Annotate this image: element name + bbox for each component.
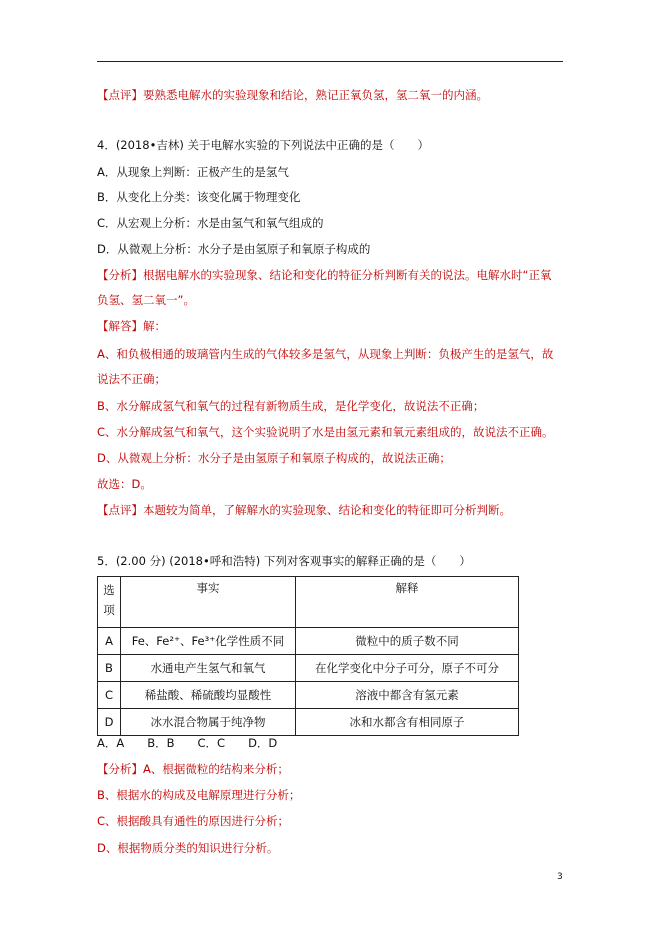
row-explain: 冰和水都含有相同原子 <box>296 709 519 736</box>
row-option: C <box>98 682 121 709</box>
q4-analysis-line2: 负氢、氢二氧一”。 <box>97 293 195 307</box>
q4-stem: 4．(2018•吉林) 关于电解水实验的下列说法中正确的是（ ） <box>97 138 429 152</box>
q4-option-c: C．从宏观上分析：水是由氢气和氧气组成的 <box>97 216 324 230</box>
row-option: D <box>98 709 121 736</box>
header-explain: 解释 <box>296 577 519 628</box>
q4-option-b: B．从变化上分类：该变化属于物理变化 <box>97 190 301 204</box>
q5-table <box>97 576 519 736</box>
q5-analysis-line: D、根据物质分类的知识进行分析。 <box>97 841 279 855</box>
q4-solution-line: D、从微观上分析：水分子是由氢原子和氧原子构成的，故说法正确； <box>97 451 451 465</box>
row-explain: 溶液中都含有氢元素 <box>296 682 519 709</box>
q5-analysis-line: B、根据水的构成及电解原理进行分析； <box>97 788 301 802</box>
header-option <box>98 577 121 628</box>
prev-comment: 【点评】要熟悉电解水的实验现象和结论，熟记正氧负氢，氢二氧一的内涵。 <box>97 88 488 102</box>
header-option-line1: 选 <box>103 583 115 597</box>
row-explain: 在化学变化中分子可分，原子不可分 <box>296 655 519 682</box>
q4-option-d: D．从微观上分析：水分子是由氢原子和氧原子构成的 <box>97 242 371 256</box>
q5-analysis-line: 【分析】A、根据微粒的结构来分析； <box>97 762 289 776</box>
q5-choices: A．A B．B C．C D．D <box>97 736 278 750</box>
q5-stem: 5．(2.00 分) (2018•呼和浩特) 下列对客观事实的解释正确的是（ ） <box>97 554 471 568</box>
q4-solution-line: B、水分解成氢气和氧气的过程有新物质生成，是化学变化，故说法不正确； <box>97 399 485 413</box>
q4-solution-line: 说法不正确； <box>97 372 166 386</box>
q4-solution-line: C、水分解成氢气和氧气，这个实验说明了水是由氢元素和氧元素组成的，故说法不正确。 <box>97 425 554 439</box>
table-row <box>98 682 519 709</box>
header-rule <box>97 61 563 62</box>
row-option: A <box>98 628 121 655</box>
row-fact: 冰水混合物属于纯净物 <box>121 709 296 736</box>
header-option-line2: 项 <box>103 603 115 617</box>
q4-final-choice: 故选：D。 <box>97 477 152 491</box>
row-explain: 微粒中的质子数不同 <box>296 628 519 655</box>
table-row <box>98 655 519 682</box>
row-option: B <box>98 655 121 682</box>
page-number: 3 <box>557 872 563 882</box>
header-fact: 事实 <box>121 577 296 628</box>
q4-solution-line: A、和负极相通的玻璃管内生成的气体较多是氢气，从现象上判断：负极产生的是氢气，故 <box>97 347 554 361</box>
row-fact: Fe、Fe²⁺、Fe³⁺化学性质不同 <box>121 628 296 655</box>
q4-option-a: A．从现象上判断：正极产生的是氢气 <box>97 165 289 179</box>
q4-comment: 【点评】本题较为简单，了解解水的实验现象、结论和变化的特征即可分析判断。 <box>97 503 511 517</box>
table-row <box>98 709 519 736</box>
row-fact: 稀盐酸、稀硫酸均显酸性 <box>121 682 296 709</box>
q5-analysis-line: C、根据酸具有通性的原因进行分析； <box>97 814 290 828</box>
row-fact: 水通电产生氢气和氧气 <box>121 655 296 682</box>
table-row <box>98 628 519 655</box>
table-header-row <box>98 577 519 628</box>
q4-analysis-line1: 【分析】根据电解水的实验现象、结论和变化的特征分析判断有关的说法。电解水时“正氧 <box>97 268 552 282</box>
q4-answer-label: 【解答】解： <box>97 319 166 333</box>
